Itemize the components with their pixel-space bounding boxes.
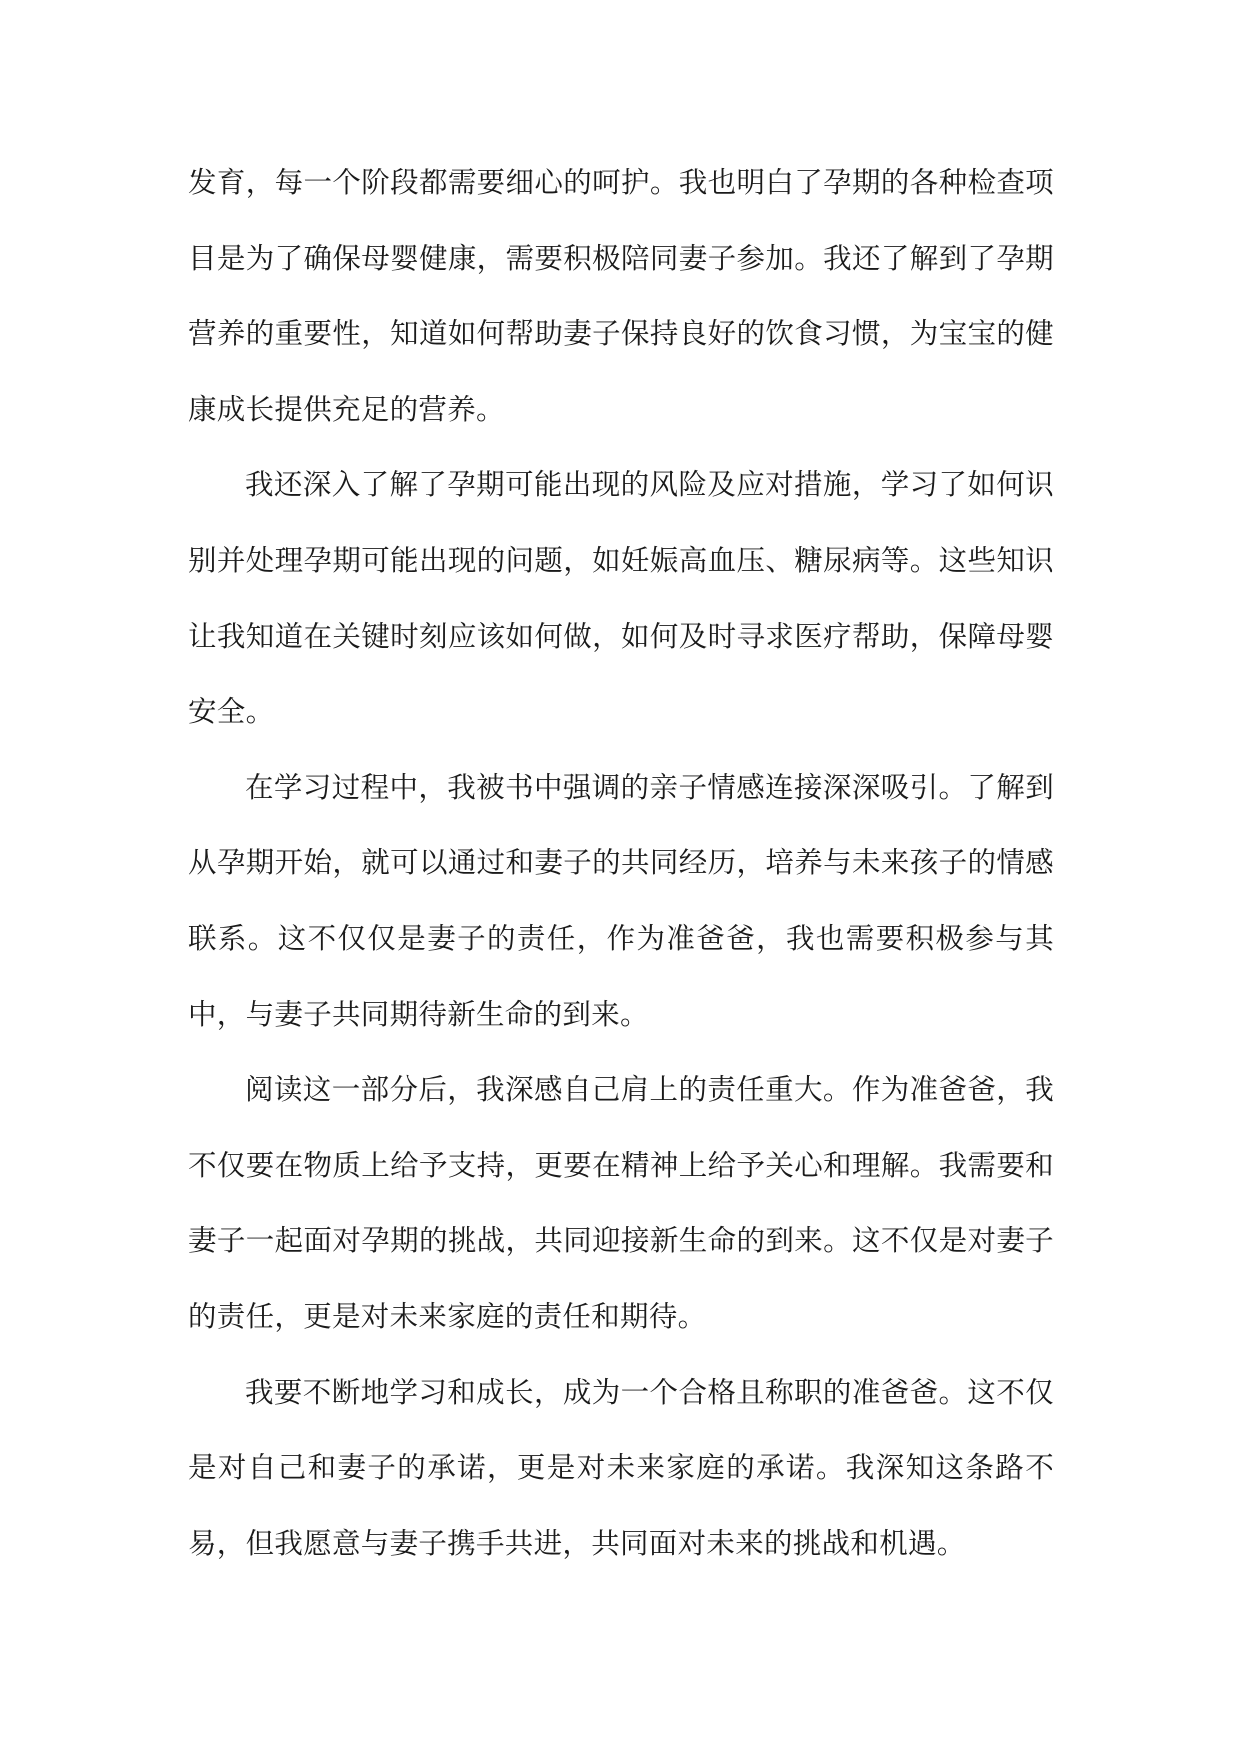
- paragraph-risks: 我还深入了解了孕期可能出现的风险及应对措施，学习了如何识别并处理孕期可能出现的问题，如妊娠高血压、糖尿病等。这些知识让我知道在关键时刻应该如何做，如何及时寻求医疗帮助，保障母婴安全。: [188, 468, 1054, 729]
- paragraph-responsibility: 阅读这一部分后，我深感自己肩上的责任重大。作为准爸爸，我不仅要在物质上给予支持，更要在精神上给予关心和理解。我需要和妻子一起面对孕期的挑战，共同迎接新生命的到来。这不仅是对妻子的责任，更是对未来家庭的责任和期待。: [188, 1073, 1054, 1333]
- document-body: [188, 145, 1054, 1581]
- paragraph-bonding: 在学习过程中，我被书中强调的亲子情感连接深深吸引。了解到从孕期开始，就可以通过和妻子的共同经历，培养与未来孩子的情感联系。这不仅仅是妻子的责任，作为准爸爸，我也需要积极参与其中，与妻子共同期待新生命的到来。: [188, 770, 1054, 1031]
- paragraph-commitment: 我要不断地学习和成长，成为一个合格且称职的准爸爸。这不仅是对自己和妻子的承诺，更是对未来家庭的承诺。我深知这条路不易，但我愿意与妻子携手共进，共同面对未来的挑战和机遇。: [188, 1375, 1054, 1560]
- paragraph-continued: 发育，每一个阶段都需要细心的呵护。我也明白了孕期的各种检查项目是为了确保母婴健康，需要积极陪同妻子参加。我还了解到了孕期营养的重要性，知道如何帮助妻子保持良好的饮食习惯，为宝宝的健康成长提供充足的营养。: [188, 166, 1054, 426]
